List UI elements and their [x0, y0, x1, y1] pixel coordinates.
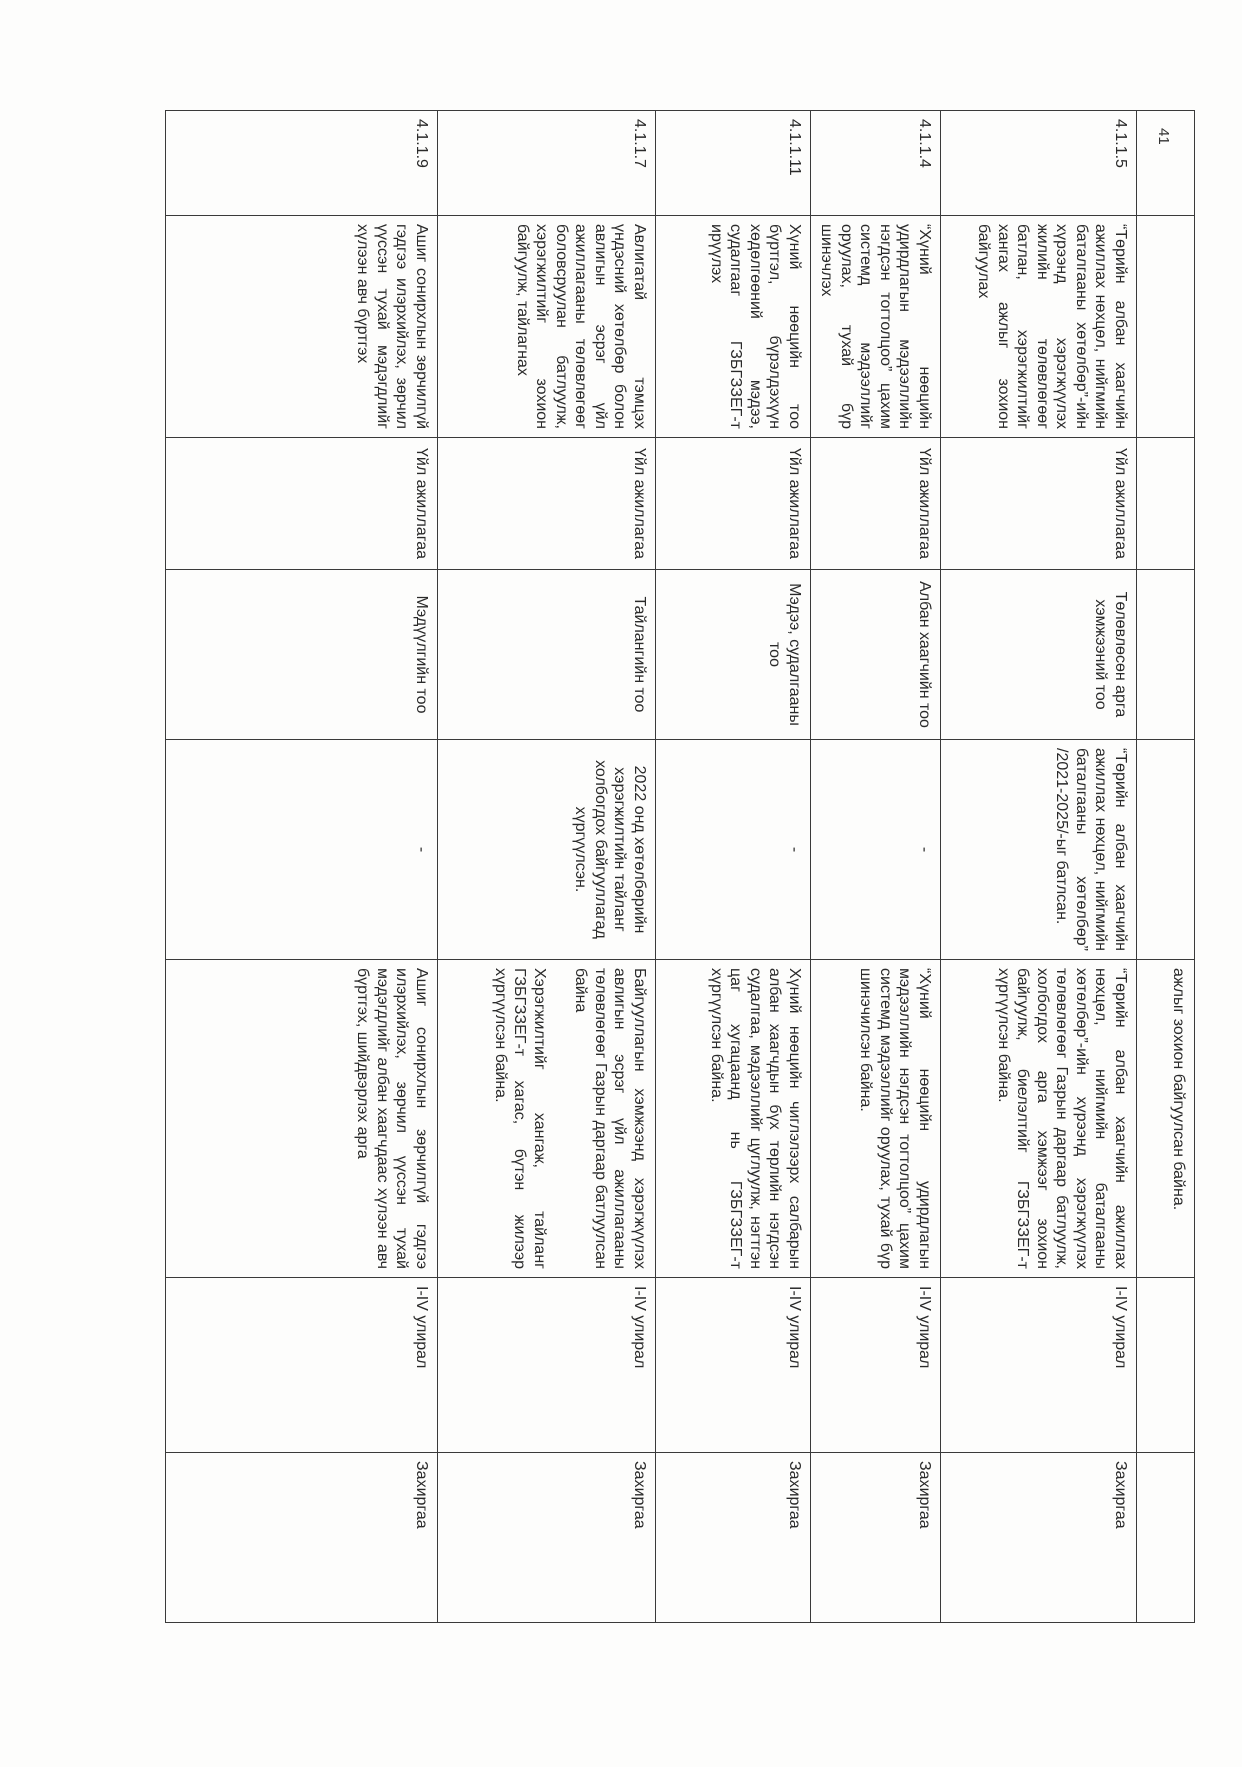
- cell-type: Үйл ажиллагаа: [655, 438, 810, 570]
- cell-baseline: -: [810, 740, 940, 960]
- cell-period: I-IV улирал: [810, 1278, 940, 1453]
- cell-period: I-IV улирал: [941, 1278, 1137, 1453]
- cell-indicator: [1137, 570, 1195, 740]
- cell-result: “Хүний нөөцийн удирдлагын мэдээллийн нэгдсэн тогтолцоо” цахим системд мэдээллийг оруулах, тухай бүр шинэчилсэн байна.: [810, 960, 940, 1278]
- result-main-text: Байгууллагын хэмжээнд хэрэгжүүлэх авлигын эсрэг үйл ажиллагааны төлөвлөгөөг Газрын даргаар батлуулсан байна: [572, 968, 648, 1269]
- cell-activity: [1137, 216, 1195, 438]
- cell-result: ажлыг зохион байгуулсан байна.: [1137, 960, 1195, 1278]
- cell-period: I-IV улирал: [655, 1278, 810, 1453]
- cell-indicator: Албан хаагчийн тоо: [810, 570, 940, 740]
- table-row: [437, 111, 655, 1623]
- cell-activity: Хүний нөөцийн тоо бүртгэл, бүрэлдэхүүн хөдөлгөөний мэдээ, судалгааг ГЗБГЗЗЕГ-т ирүүлэх: [655, 216, 810, 438]
- cell-type: Үйл ажиллагаа: [166, 438, 438, 570]
- cell-baseline: -: [166, 740, 438, 960]
- cell-activity: “Хүний нөөцийн удирдлагын мэдээллийн нэгдсэн тогтолцоо” цахим системд мэдээллийг оруулах, тухай бүр шинэчлэх: [810, 216, 940, 438]
- cell-code: 4.1.1.11: [655, 111, 810, 216]
- cell-activity: Авлигатай тэмцэх үндэсний хөтөлбөр болон авлигын эсрэг үйл ажиллагааны төлөвлөгөөг боловсруулан батлуулж, хэрэгжилтийг зохион байгуулж, тайлагнах: [437, 216, 655, 438]
- cell-type: Үйл ажиллагаа: [810, 438, 940, 570]
- cell-activity: “Төрийн албан хаагчийн ажиллах нөхцөл, нийгмийн баталгааны хөтөлбөр”-ийн хүрээнд хэрэгжүүлэх жилийн төлөвлөгөөг батлан, хэрэгжилтийг хангах ажлыг зохион байгуулах: [941, 216, 1137, 438]
- cell-result: “Төрийн албан хаагчийн ажиллах нөхцөл, нийгмийн баталгааны хөтөлбөр”-ийн хүрээнд хэрэгжүүлэх төлөвлөгөөг Газрын даргаар батлуулж, холбогдох арга хэмжээг зохион байгуулж, биелэлтийг ГЗБГЗЗЕГ-т хүргүүлсэн байна.: [941, 960, 1137, 1278]
- cell-indicator: Тайлангийн тоо: [437, 570, 655, 740]
- continuation-row: [1137, 111, 1195, 1623]
- cell-responsible: Захиргаа: [810, 1453, 940, 1623]
- cell-code: 4.1.1.4: [810, 111, 940, 216]
- cell-result: Ашиг сонирхлын зөрчилгүй гэдгээ илэрхийлэх, зөрчил үүссэн тухай мэдэгдлийг албан хаагчдаас хүлээн авч бүртгэх, шийдвэрлэх арга: [166, 960, 438, 1278]
- cell-responsible: Захиргаа: [941, 1453, 1137, 1623]
- cell-baseline: 2022 онд хөтөлбөрийн хэрэгжилтийн тайланг холбогдох байгууллагад хүргүүлсэн.: [437, 740, 655, 960]
- cell-period: I-IV улирал: [166, 1278, 438, 1453]
- cell-result: Хүний нөөцийн чиглэлээрх салбарын албан хаагчдын бүх төрлийн нэгдсэн судалгаа, мэдээллийг цуглуулж, нэгтгэн цаг хугацаанд нь ГЗБГЗЗЕГ-т хүргүүлсэн байна.: [655, 960, 810, 1278]
- cell-responsible: Захиргаа: [437, 1453, 655, 1623]
- page-number: 41: [1155, 128, 1172, 145]
- table-row: [941, 111, 1137, 1623]
- rotated-table-wrapper: [165, 110, 1195, 1622]
- cell-period: [1137, 1278, 1195, 1453]
- cell-code: 4.1.1.9: [166, 111, 438, 216]
- cell-activity: Ашиг сонирхлын зөрчилгүй гэдгээ илэрхийлэх, зөрчил үүссэн тухай мэдэгдлийг хүлээн авч бүртгэх: [166, 216, 438, 438]
- cell-type: [1137, 438, 1195, 570]
- table-row: [166, 111, 438, 1623]
- cell-indicator: Мэдээ, судалгааны тоо: [655, 570, 810, 740]
- table-row: [655, 111, 810, 1623]
- table-row: [810, 111, 940, 1623]
- result-extra-text: Хэрэгжилтийг хангаж, тайланг ГЗБГЗЗЕГ-т хагас, бүтэн жилээр хүргүүлсэн байна.: [491, 968, 548, 1269]
- cell-baseline: [1137, 740, 1195, 960]
- cell-baseline: -: [655, 740, 810, 960]
- cell-indicator: Төлөвлөсөн арга хэмжээний тоо: [941, 570, 1137, 740]
- cell-indicator: Мэдүүлгийн тоо: [166, 570, 438, 740]
- cell-baseline: “Төрийн албан хаагчийн ажиллах нөхцөл, нийгмийн баталгааны хөтөлбөр” /2021-2025/-ыг батлсан.: [941, 740, 1137, 960]
- cell-result: [437, 960, 655, 1278]
- cell-responsible: Захиргаа: [655, 1453, 810, 1623]
- activity-table: [165, 110, 1195, 1623]
- cell-responsible: Захиргаа: [166, 1453, 438, 1623]
- cell-responsible: [1137, 1453, 1195, 1623]
- cell-period: I-IV улирал: [437, 1278, 655, 1453]
- cell-code: [1137, 111, 1195, 216]
- cell-code: 4.1.1.5: [941, 111, 1137, 216]
- cell-code: 4.1.1.7: [437, 111, 655, 216]
- cell-type: Үйл ажиллагаа: [437, 438, 655, 570]
- cell-type: Үйл ажиллагаа: [941, 438, 1137, 570]
